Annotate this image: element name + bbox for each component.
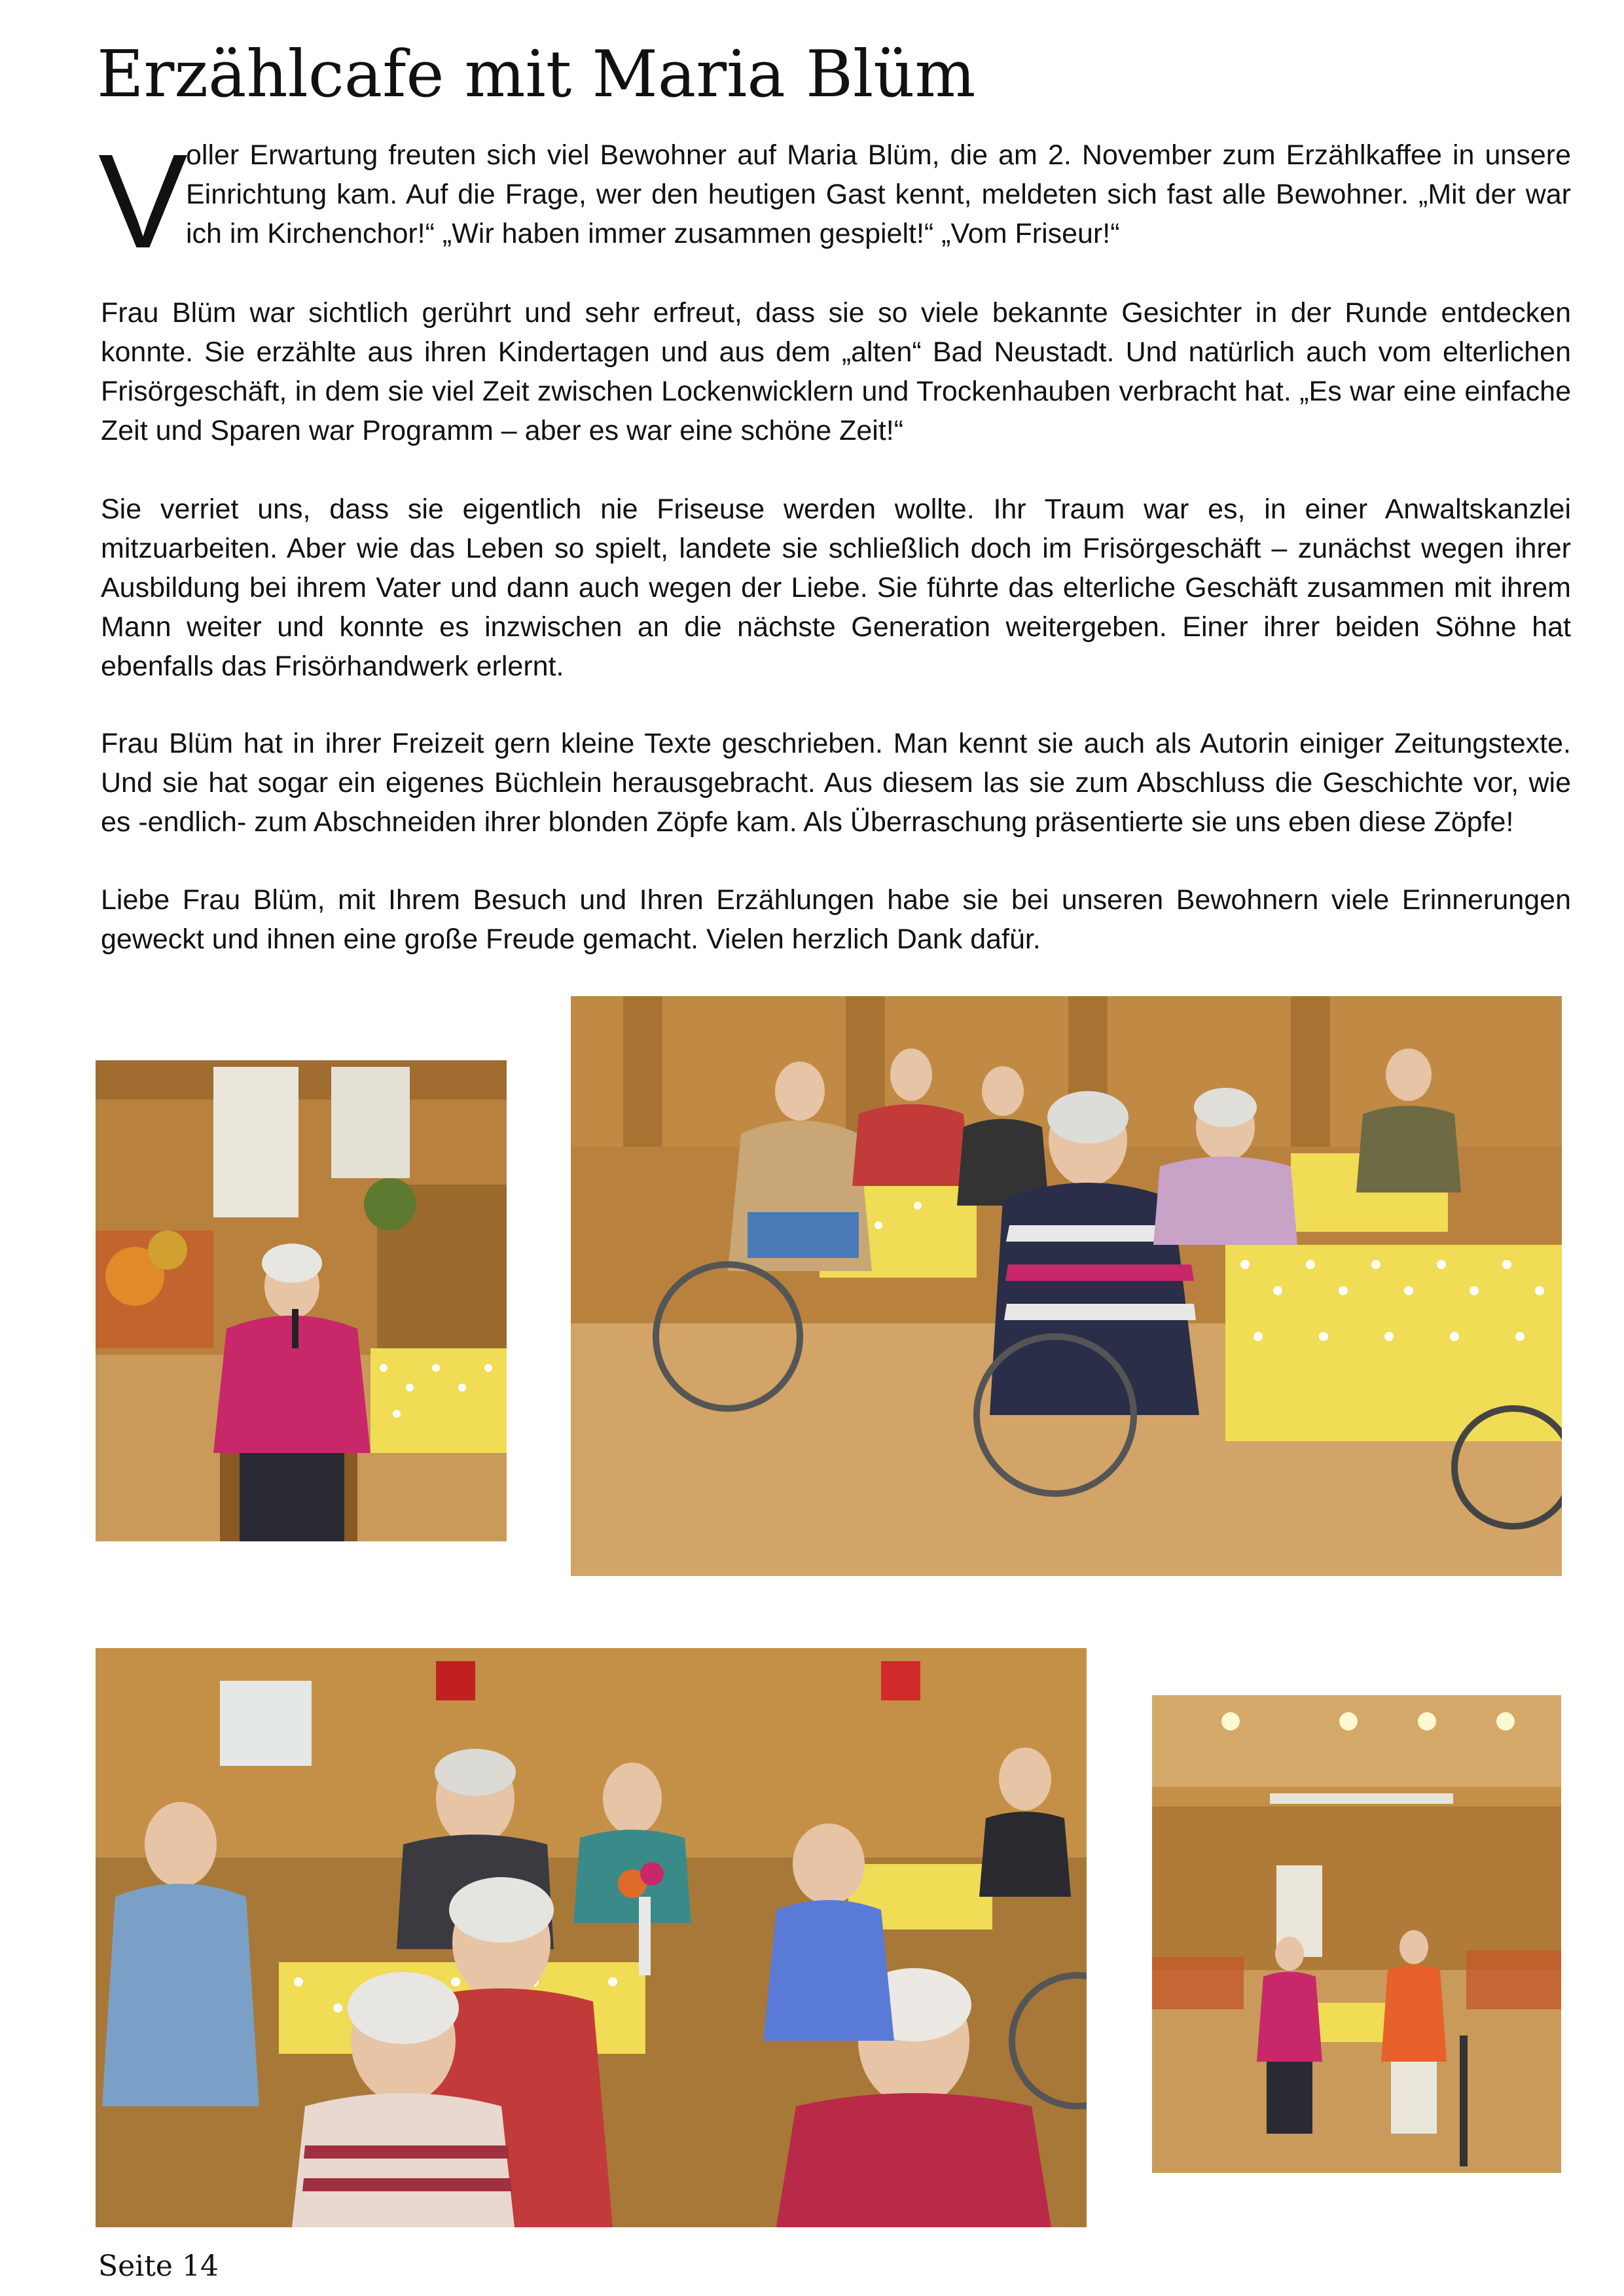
drop-cap: V	[98, 126, 188, 276]
article-paragraph: Frau Blüm hat in ihrer Freizeit gern kleine Texte geschrieben. Man kennt sie auch als Autorin einiger Zeitungstexte. Und sie hat sogar ein eigenes Büchlein herausgebracht. Aus diesem las sie zum Abschluss die Geschichte vor, wie es -endlich- zum Abschneiden ihrer blonden Zöpfe kam. Als Überraschung präsentierte sie uns eben diese Zöpfe!	[101, 728, 1571, 838]
page-number: Seite 14	[98, 2250, 219, 2283]
article-title: Erzählcafe mit Maria Blüm	[97, 37, 976, 112]
article-paragraph: Sie verriet uns, dass sie eigentlich nie Friseuse werden wollte. Ihr Traum war es, in einer Anwaltskanzlei mitzuarbeiten. Aber wie das Leben so spielt, landete sie schließlich doch im Frisörgeschäft – zunächst wegen ihrer Ausbildung bei ihrem Vater und dann auch wegen der Liebe. Sie führte das elterliche Geschäft zusammen mit ihrem Mann weiter und konnte es inzwischen an die nächste Generation weitergeben. Einer ihrer beiden Söhne hat ebenfalls das Frisörhandwerk erlernt.	[101, 493, 1571, 682]
photo-presentation	[1152, 1695, 1561, 2173]
article-paragraph: Frau Blüm war sichtlich gerührt und sehr erfreut, dass sie so viele bekannte Gesichter in der Runde entdecken konnte. Sie erzählte aus ihren Kindertagen und aus dem „alten“ Bad Neustadt. Und natürlich auch vom elterlichen Frisörgeschäft, in dem sie viel Zeit zwischen Lockenwicklern und Trockenhauben verbracht hat. „Es war eine einfache Zeit und Sparen war Programm – aber es war eine schöne Zeit!“	[101, 297, 1571, 446]
photo-speaker	[96, 1060, 507, 1541]
photo-residents-hall	[571, 996, 1562, 1576]
photo-audience	[96, 1648, 1087, 2227]
article-lead-paragraph: oller Erwartung freuten sich viel Bewohner auf Maria Blüm, die am 2. November zum Erzählkaffee in unsere Einrichtung kam. Auf die Frage, wer den heutigen Gast kennt, meldeten sich fast alle Bewohner. „Mit der war ich im Kirchenchor!“ „Wir haben immer zusammen gespielt!“ „Vom Friseur!“	[186, 139, 1571, 249]
article-paragraph: Liebe Frau Blüm, mit Ihrem Besuch und Ihren Erzählungen habe sie bei unseren Bewohnern viele Erinnerungen geweckt und ihnen eine große Freude gemacht. Vielen herzlich Dank dafür.	[101, 884, 1571, 955]
